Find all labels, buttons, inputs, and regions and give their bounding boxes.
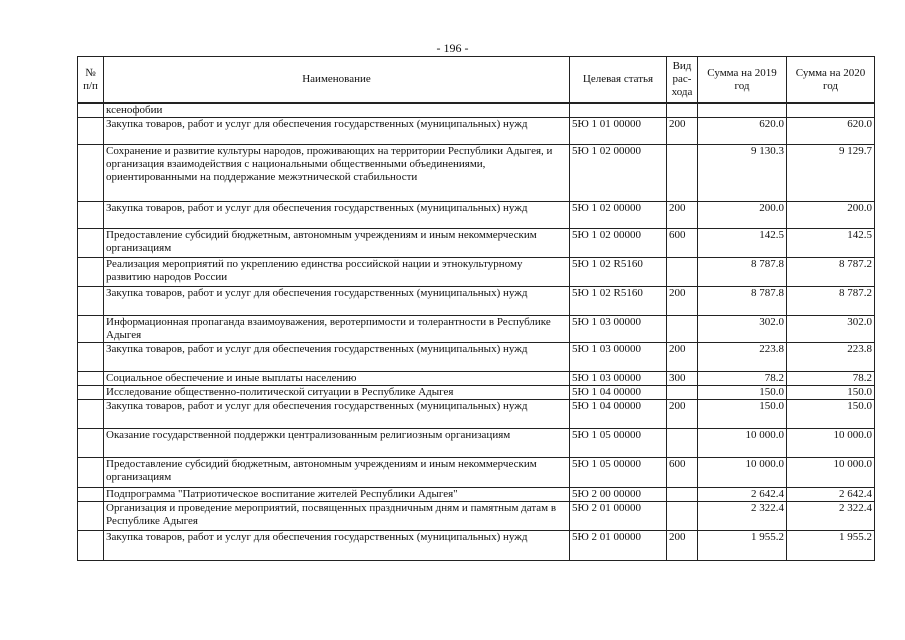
row-sum-2020-cell: 10 000.0 [787,458,875,488]
row-sum-2020-cell: 142.5 [787,229,875,258]
row-type-cell: 300 [667,372,698,386]
row-index-cell [78,103,104,118]
row-sum-2019-cell: 8 787.8 [698,287,787,316]
row-sum-2019-cell: 10 000.0 [698,429,787,458]
row-sum-2019-cell: 150.0 [698,386,787,400]
row-sum-2019-cell: 2 642.4 [698,488,787,502]
row-name-cell: Закупка товаров, работ и услуг для обеспечения государственных (муниципальных) нужд [104,531,570,561]
row-index-cell [78,531,104,561]
table-row [78,145,875,202]
row-name-cell: Сохранение и развитие культуры народов, проживающих на территории Республики Адыгея, и организация взаимодействия с национальными общественными объединениями, ориентированными на поддержание межэтнической стабильности [104,145,570,202]
row-index-cell [78,429,104,458]
row-sum-2019-cell: 2 322.4 [698,502,787,531]
row-sum-2019-cell: 150.0 [698,400,787,429]
row-sum-2019-cell: 8 787.8 [698,258,787,287]
row-type-cell [667,502,698,531]
row-code-cell: 5Ю 1 02 R5160 [570,287,667,316]
row-sum-2019-cell: 620.0 [698,118,787,145]
row-sum-2020-cell [787,103,875,118]
row-index-cell [78,372,104,386]
row-code-cell: 5Ю 1 03 00000 [570,343,667,372]
row-name-cell: ксенофобии [104,103,570,118]
row-code-cell: 5Ю 1 04 00000 [570,386,667,400]
row-code-cell: 5Ю 2 00 00000 [570,488,667,502]
table-row [78,202,875,229]
row-index-cell [78,145,104,202]
row-index-cell [78,258,104,287]
row-name-cell: Закупка товаров, работ и услуг для обеспечения государственных (муниципальных) нужд [104,118,570,145]
table-row [78,386,875,400]
row-type-cell: 200 [667,118,698,145]
row-name-cell: Предоставление субсидий бюджетным, автономным учреждениям и иным некоммерческим организациям [104,458,570,488]
row-sum-2020-cell: 620.0 [787,118,875,145]
page-number: - 196 - [436,41,469,55]
row-type-cell [667,316,698,343]
row-type-cell: 200 [667,287,698,316]
row-code-cell: 5Ю 1 02 R5160 [570,258,667,287]
row-sum-2020-cell: 150.0 [787,386,875,400]
row-index-cell [78,488,104,502]
header-code: Целевая статья [570,57,667,104]
row-name-cell: Социальное обеспечение и иные выплаты населению [104,372,570,386]
row-index-cell [78,202,104,229]
row-name-cell: Закупка товаров, работ и услуг для обеспечения государственных (муниципальных) нужд [104,343,570,372]
row-sum-2019-cell: 1 955.2 [698,531,787,561]
row-code-cell: 5Ю 1 02 00000 [570,229,667,258]
row-type-cell: 600 [667,229,698,258]
row-code-cell: 5Ю 1 04 00000 [570,400,667,429]
table-row [78,502,875,531]
row-sum-2019-cell [698,103,787,118]
row-code-cell: 5Ю 1 05 00000 [570,429,667,458]
row-code-cell: 5Ю 1 02 00000 [570,202,667,229]
row-name-cell: Исследование общественно-политической ситуации в Республике Адыгея [104,386,570,400]
row-type-cell [667,145,698,202]
row-type-cell: 200 [667,202,698,229]
row-sum-2019-cell: 223.8 [698,343,787,372]
row-sum-2019-cell: 200.0 [698,202,787,229]
table-row [78,103,875,118]
row-sum-2019-cell: 9 130.3 [698,145,787,202]
row-sum-2020-cell: 223.8 [787,343,875,372]
row-code-cell: 5Ю 2 01 00000 [570,531,667,561]
row-type-cell [667,258,698,287]
row-type-cell: 200 [667,400,698,429]
row-name-cell: Организация и проведение мероприятий, посвященных праздничным дням и памятным датам в Республике Адыгея [104,502,570,531]
row-name-cell: Предоставление субсидий бюджетным, автономным учреждениям и иным некоммерческим организациям [104,229,570,258]
budget-table [77,56,875,561]
table-row [78,400,875,429]
row-code-cell [570,103,667,118]
row-sum-2020-cell: 78.2 [787,372,875,386]
header-name: Наименование [104,57,570,104]
row-code-cell: 5Ю 1 03 00000 [570,316,667,343]
row-sum-2019-cell: 302.0 [698,316,787,343]
row-sum-2020-cell: 9 129.7 [787,145,875,202]
row-name-cell: Информационная пропаганда взаимоуважения, веротерпимости и толерантности в Республике Адыгея [104,316,570,343]
row-sum-2020-cell: 10 000.0 [787,429,875,458]
row-name-cell: Оказание государственной поддержки централизованным религиозным организациям [104,429,570,458]
row-sum-2020-cell: 1 955.2 [787,531,875,561]
header-row [78,57,875,104]
row-type-cell: 200 [667,531,698,561]
row-code-cell: 5Ю 1 02 00000 [570,145,667,202]
row-type-cell [667,386,698,400]
row-type-cell [667,429,698,458]
table-row [78,458,875,488]
row-sum-2020-cell: 8 787.2 [787,258,875,287]
table-row [78,118,875,145]
row-name-cell: Закупка товаров, работ и услуг для обеспечения государственных (муниципальных) нужд [104,202,570,229]
header-sum-2020: Сумма на 2020 год [787,57,875,104]
row-index-cell [78,343,104,372]
header-sum-2019: Сумма на 2019 год [698,57,787,104]
row-sum-2020-cell: 2 642.4 [787,488,875,502]
row-code-cell: 5Ю 1 05 00000 [570,458,667,488]
row-index-cell [78,316,104,343]
row-code-cell: 5Ю 1 01 00000 [570,118,667,145]
row-index-cell [78,118,104,145]
table-row [78,531,875,561]
row-sum-2019-cell: 142.5 [698,229,787,258]
row-index-cell [78,386,104,400]
header-num: № п/п [78,57,104,104]
row-name-cell: Подпрограмма "Патриотическое воспитание жителей Республики Адыгея" [104,488,570,502]
table-row [78,343,875,372]
row-name-cell: Закупка товаров, работ и услуг для обеспечения государственных (муниципальных) нужд [104,287,570,316]
row-sum-2020-cell: 8 787.2 [787,287,875,316]
row-name-cell: Реализация мероприятий по укреплению единства российской нации и этнокультурному развитию народов России [104,258,570,287]
table-row [78,488,875,502]
row-type-cell [667,488,698,502]
table-row [78,372,875,386]
row-type-cell [667,103,698,118]
row-sum-2020-cell: 200.0 [787,202,875,229]
row-sum-2020-cell: 2 322.4 [787,502,875,531]
row-sum-2019-cell: 78.2 [698,372,787,386]
row-index-cell [78,400,104,429]
table-row [78,229,875,258]
row-index-cell [78,229,104,258]
row-name-cell: Закупка товаров, работ и услуг для обеспечения государственных (муниципальных) нужд [104,400,570,429]
row-index-cell [78,458,104,488]
row-index-cell [78,287,104,316]
table-row [78,258,875,287]
header-type: Вид рас- хода [667,57,698,104]
row-code-cell: 5Ю 2 01 00000 [570,502,667,531]
row-sum-2020-cell: 302.0 [787,316,875,343]
row-sum-2020-cell: 150.0 [787,400,875,429]
row-type-cell: 600 [667,458,698,488]
row-code-cell: 5Ю 1 03 00000 [570,372,667,386]
row-index-cell [78,502,104,531]
table-row [78,316,875,343]
table-row [78,287,875,316]
row-type-cell: 200 [667,343,698,372]
row-sum-2019-cell: 10 000.0 [698,458,787,488]
table-row [78,429,875,458]
